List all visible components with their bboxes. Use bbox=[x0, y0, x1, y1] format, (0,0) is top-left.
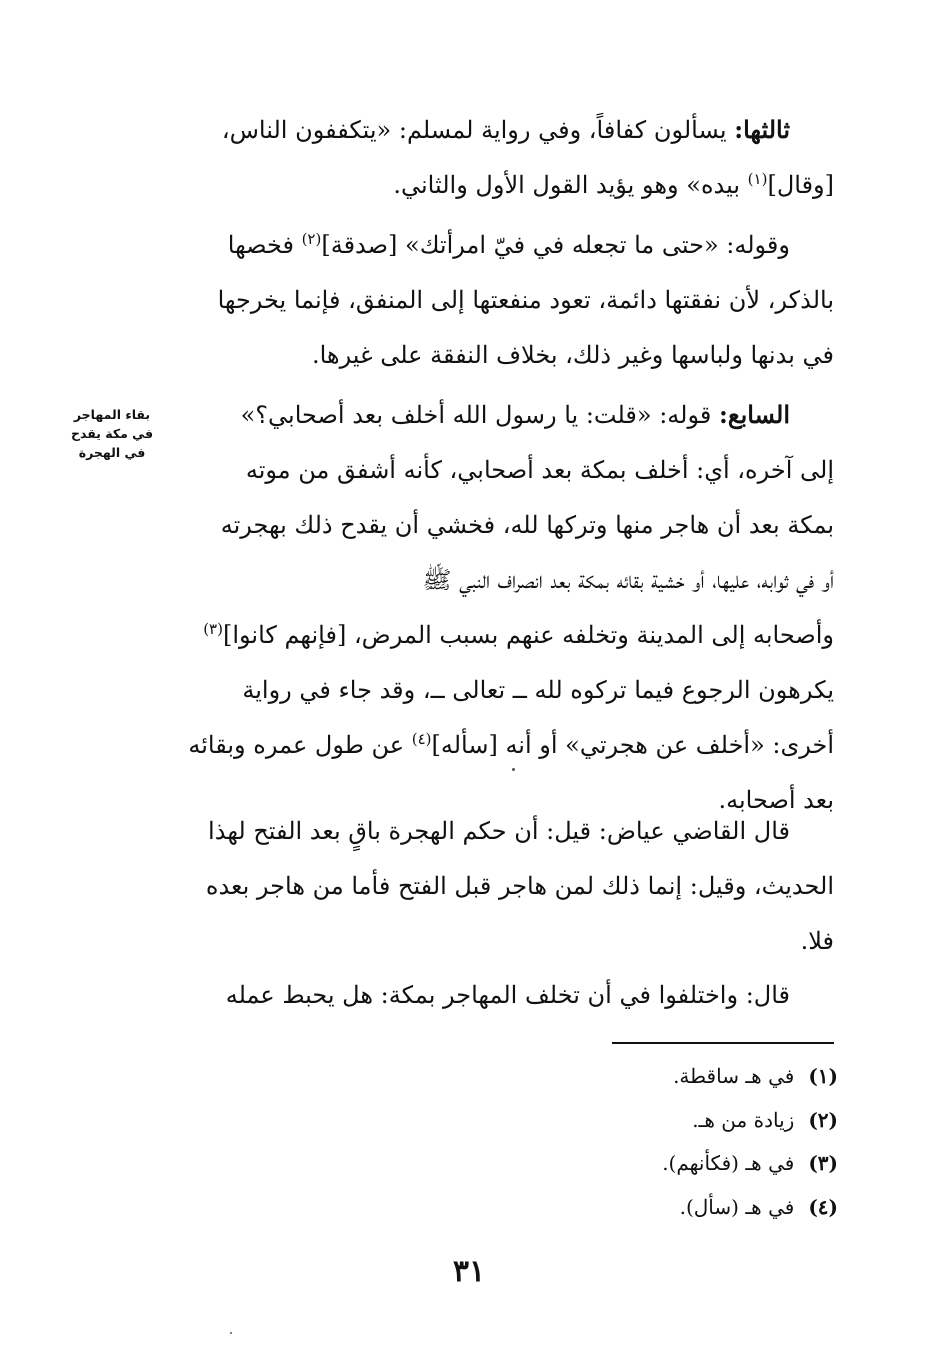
paragraph-3 bbox=[158, 387, 834, 828]
text-line: بالذكر، لأن نفقتها دائمة، تعود منفعتها إلى المنفق، فإنما يخرجها bbox=[217, 286, 834, 314]
text-line: السابع: قوله: «قلت: يا رسول الله أخلف بعد أصحابي؟» bbox=[240, 400, 790, 429]
text-line: في بدنها ولباسها وغير ذلك، بخلاف النفقة على غيرها. bbox=[311, 341, 834, 369]
footnote: (٣)في هـ (فكأنهم). bbox=[662, 1151, 838, 1175]
footnote-separator bbox=[612, 1042, 834, 1044]
paragraph-4 bbox=[158, 804, 834, 969]
page-number: ٣١ bbox=[452, 1254, 486, 1289]
footnote-number: (١) bbox=[808, 1064, 838, 1088]
margin-note-line: بقاء المهاجر bbox=[73, 407, 151, 422]
text-line: بمكة بعد أن هاجر منها وتركها لله، فخشي أن يقدح ذلك بهجرته bbox=[220, 511, 834, 539]
text-line: قال القاضي عياض: قيل: أن حكم الهجرة باقٍ بعد الفتح لهذا bbox=[208, 817, 790, 845]
paragraph-5 bbox=[158, 968, 834, 1023]
text-line: إلى آخره، أي: أخلف بمكة بعد أصحابي، كأنه أشفق من موته bbox=[245, 456, 834, 484]
text-line: ثالثها: يسألون كفافاً، وفي رواية لمسلم: «يتكففون الناس، bbox=[221, 115, 790, 144]
text-line: أخرى: «أخلف عن هجرتي» أو أنه [سأله]$^{(٤)}$ عن طول عمره وبقائه bbox=[188, 730, 834, 759]
text-line: وأصحابه إلى المدينة وتخلفه عنهم بسبب المرض، [فإنهم كانوا]$^{(٣)}$ bbox=[203, 620, 834, 649]
text-line: قال: واختلفوا في أن تخلف المهاجر بمكة: هل يحبط عمله bbox=[225, 981, 790, 1009]
scan-speck bbox=[512, 768, 515, 771]
text-line: فلا. bbox=[800, 927, 834, 955]
text-line: بعد أصحابه. bbox=[718, 786, 834, 814]
lead-word: السابع: bbox=[718, 400, 790, 429]
paragraph-2 bbox=[158, 218, 834, 383]
margin-note-line: في الهجرة bbox=[78, 445, 146, 460]
text-line: الحديث، وقيل: إنما ذلك لمن هاجر قبل الفتح فأما من هاجر بعده bbox=[205, 872, 834, 900]
footnote-ref: (١) bbox=[747, 170, 768, 188]
footnote-number: (٣) bbox=[808, 1151, 838, 1175]
text-line: وقوله: «حتى ما تجعله في فيّ امرأتك» [صدقة]$^{(٢)}$ فخصها bbox=[227, 230, 790, 259]
footnote-ref: (٢) bbox=[301, 230, 322, 248]
footnote-number: (٤) bbox=[808, 1194, 838, 1219]
footnote-number: (٢) bbox=[808, 1107, 838, 1132]
margin-note bbox=[64, 405, 160, 462]
footnote-ref: (٤) bbox=[411, 730, 432, 748]
footnotes bbox=[438, 1055, 838, 1229]
footnote-ref: (٣) bbox=[203, 620, 223, 638]
footnote: (١)في هـ ساقطة. bbox=[673, 1064, 838, 1088]
text-line: يكرهون الرجوع فيما تركوه لله ــ تعالى ــ، وقد جاء في رواية bbox=[242, 676, 834, 704]
margin-note-line: في مكة يقدح bbox=[70, 426, 154, 441]
text-line: أو في ثوابه، عليها، أو خشية بقائه بمكة بعد انصراف النبي ﷺ bbox=[422, 566, 834, 594]
footnote: (٢)زيادة من هـ. bbox=[692, 1107, 838, 1132]
footnote: (٤)في هـ (سأل). bbox=[679, 1194, 838, 1219]
paragraph-1 bbox=[158, 102, 834, 213]
text-line: [وقال]$^{(١)}$ بيده» وهو يؤيد القول الأول والثاني. bbox=[393, 170, 834, 199]
scan-speck bbox=[230, 1332, 232, 1334]
lead-word: ثالثها: bbox=[734, 115, 790, 144]
